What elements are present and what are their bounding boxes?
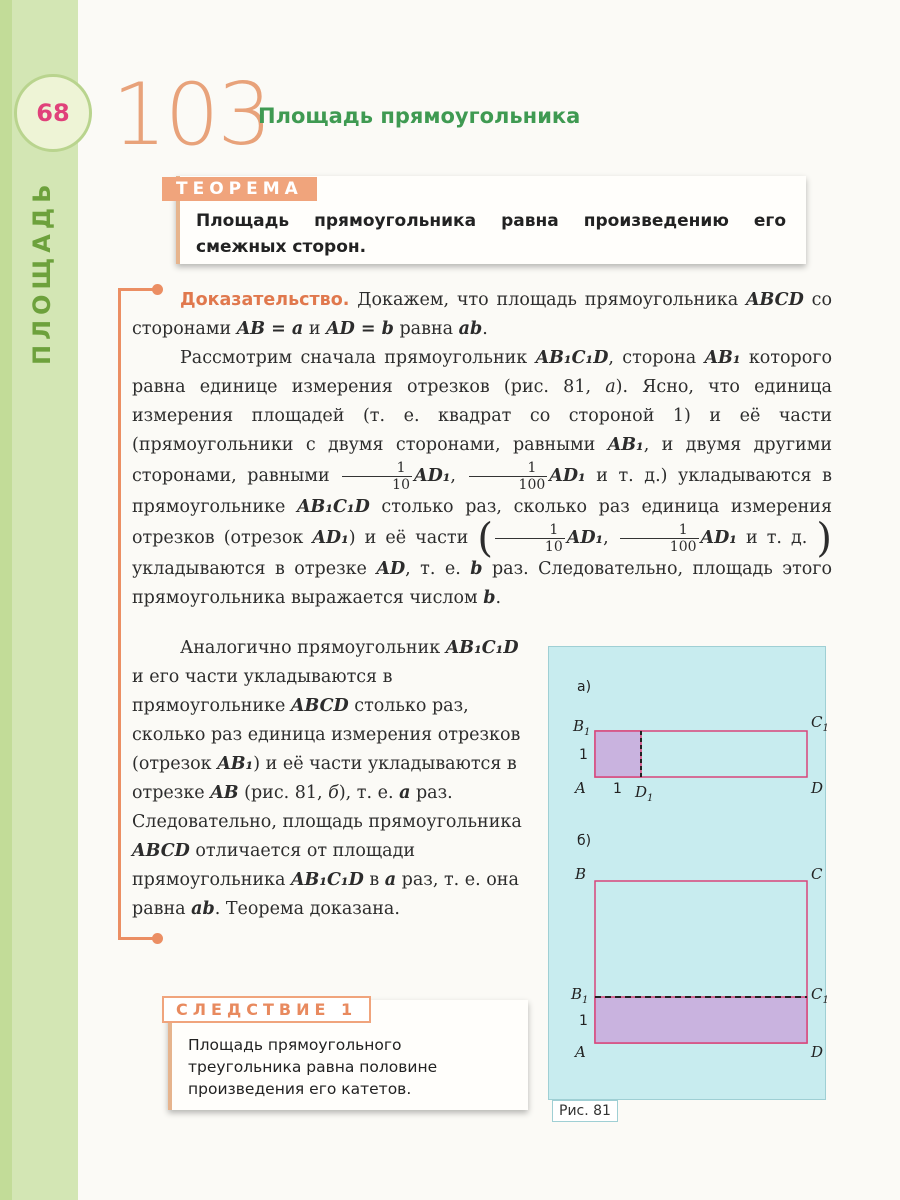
text: . Теорема доказана. [214, 899, 400, 919]
math: ABCD [132, 841, 190, 861]
proof-column [132, 634, 534, 924]
math: b [470, 559, 483, 579]
text: и т. д. [736, 528, 817, 548]
fig-a-unit-vertical: 1 [579, 747, 588, 763]
text: раз, т. е. она равна [132, 870, 519, 919]
fig-a-label-D1: $D_1$ [635, 783, 654, 804]
fraction-num: 1 [469, 460, 548, 477]
math: AB₁C₁D [290, 870, 364, 890]
math: ab [458, 319, 483, 339]
proof-text [132, 286, 832, 613]
fig-a-label-B1: $B_1$ [573, 717, 591, 738]
fraction-den: 100 [669, 539, 697, 555]
fig-b-label: б) [577, 833, 592, 849]
fig-b-label-C1: $C_1$ [811, 985, 829, 1006]
text: , т. е. [405, 559, 471, 579]
text: (рис. 81, [238, 783, 329, 803]
text: Рассмотрим сначала прямоугольник [180, 348, 536, 368]
fraction-den: 10 [392, 477, 410, 493]
text: равна [393, 319, 459, 339]
fraction-num: 1 [620, 522, 699, 539]
chapter-title: ПЛОЩАДЬ [28, 179, 56, 365]
math: a [399, 783, 411, 803]
fraction-num: 1 [495, 522, 565, 539]
text: Аналогично прямоугольник [180, 638, 446, 658]
paren-open: ( [477, 515, 493, 562]
fraction-num: 1 [342, 460, 412, 477]
math: ABCD [745, 290, 804, 310]
fraction [469, 460, 548, 493]
math: ab [191, 899, 215, 919]
text: а [605, 377, 616, 397]
section-number: 103 [112, 65, 271, 165]
fig-b-unit-vertical: 1 [579, 1013, 588, 1029]
text: ), т. е. [338, 783, 400, 803]
text: ) и её части укладываются в отрезке [132, 754, 517, 803]
fig-b-label-A: A [575, 1043, 586, 1061]
fig-a-label-C1: $C_1$ [811, 713, 829, 734]
page-number: 68 [14, 74, 92, 152]
math: AD₁ [700, 528, 737, 548]
math: AD [376, 559, 406, 579]
fraction-den: 10 [544, 539, 563, 555]
text: столько раз, сколько раз единица измерения отрезков (отрезок [132, 696, 521, 774]
fig-a-unit-square [595, 731, 641, 777]
text: , сторона [608, 348, 705, 368]
text: укладываются в отрезке [132, 559, 377, 579]
fig-a-label-D: D [811, 779, 824, 797]
math: AB₁ [217, 754, 254, 774]
proof-bracket-dot-bottom [152, 933, 163, 944]
fig-b-label-B1: $B_1$ [571, 985, 589, 1006]
proof-paragraph-3 [132, 634, 534, 924]
fraction [620, 522, 699, 555]
fraction [495, 522, 565, 555]
text: , [450, 466, 467, 486]
text: со сторонами [132, 290, 832, 339]
figure-81-drawing [549, 647, 829, 1099]
math: AB [210, 783, 239, 803]
math: AD₁ [549, 466, 586, 486]
text: раз. Следовательно, площадь прямоугольника [132, 783, 522, 832]
sidebar-strip [0, 0, 12, 1200]
math: AD = b [326, 319, 394, 339]
fig-a-label: а) [577, 679, 592, 695]
text: б [328, 783, 339, 803]
math: AD₁ [312, 528, 349, 548]
text: столько раз, сколько раз единица измерения отрезков (отрезок [132, 497, 832, 548]
math: AD₁ [566, 528, 604, 548]
proof-lead: Доказательство. [180, 290, 350, 310]
figure-81 [548, 646, 829, 1100]
fig-b-unit-strip [595, 997, 807, 1043]
proof-bracket-bottom [118, 937, 156, 940]
text: и [303, 319, 327, 339]
text: . [495, 588, 502, 608]
figure-caption: Рис. 81 [552, 1100, 618, 1122]
text: . [482, 319, 488, 339]
math: ABCD [290, 696, 349, 716]
section-title: Площадь прямоугольника [258, 104, 581, 128]
text: ). Ясно, что единица измерения площадей (т. е. квадрат со стороной 1) и её части (прямоугольники с двумя сторонами, равными [132, 377, 832, 455]
math: AB₁ [704, 348, 741, 368]
fig-b-label-D: D [811, 1043, 824, 1061]
proof-paragraph-1 [132, 286, 832, 344]
text: , и двумя другими сторонами, равными [132, 435, 832, 486]
text: раз. Следовательно, площадь этого прямоугольника выражается числом [132, 559, 832, 608]
proof-bracket [118, 288, 121, 938]
text: , [603, 528, 618, 548]
fig-b-label-B: B [575, 865, 587, 883]
fig-a-unit-horizontal: 1 [613, 781, 622, 797]
math: AB₁C₁D [535, 348, 609, 368]
corollary-label: СЛЕДСТВИЕ 1 [162, 996, 371, 1023]
theorem-text: Площадь прямоугольника равна произведению его смежных сторон. [196, 211, 786, 257]
corollary-text: Площадь прямоугольного треугольника равна половине произведения его катетов. [188, 1036, 438, 1098]
paren-close: ) [816, 515, 832, 562]
text: и т. д.) укладываются в прямоугольнике [132, 466, 832, 517]
text: и его части укладываются в прямоугольнике [132, 667, 393, 716]
fraction [342, 460, 412, 493]
text: в [363, 870, 385, 890]
fig-a-label-A: A [575, 779, 586, 797]
text: Докажем, что площадь прямоугольника [349, 290, 746, 310]
math: AB = a [236, 319, 304, 339]
text: ) и её части [348, 528, 478, 548]
fig-b-label-C: C [811, 865, 823, 883]
math: AB₁ [607, 435, 644, 455]
fraction-den: 100 [518, 477, 546, 493]
math: b [483, 588, 496, 608]
math: AB₁C₁D [296, 497, 370, 517]
math: AD₁ [414, 466, 451, 486]
theorem-label: ТЕОРЕМА [162, 177, 317, 201]
text: которого равна единице измерения отрезков (рис. 81, [132, 348, 833, 397]
text: отличается от площади прямоугольника [132, 841, 416, 890]
math: AB₁C₁D [445, 638, 519, 658]
math: a [384, 870, 397, 890]
proof-paragraph-2 [132, 344, 832, 613]
